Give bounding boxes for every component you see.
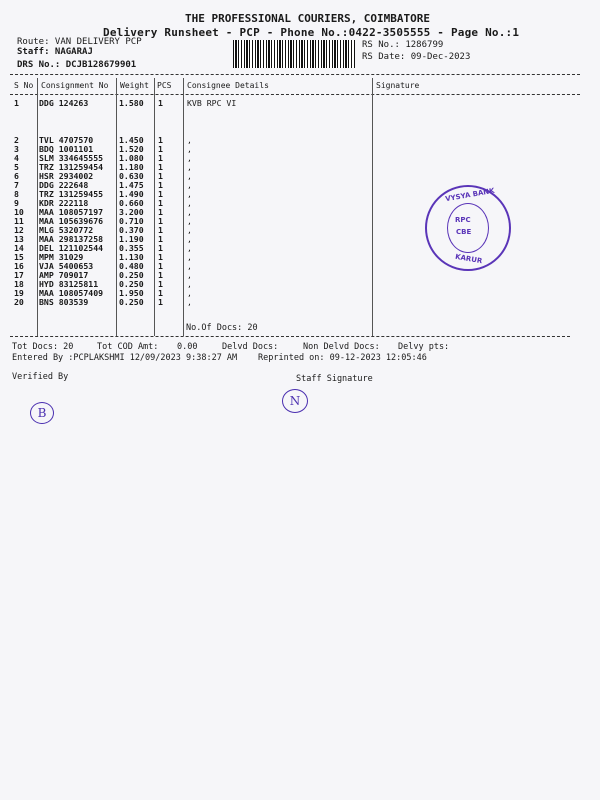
runsheet-title: Delivery Runsheet - PCP - Phone No.:0422-3505555 - Page No.:1 xyxy=(103,26,520,39)
table-row xyxy=(0,270,600,279)
row-weight: 1.190 xyxy=(119,234,144,244)
row-consignment: MAA 298137258 xyxy=(39,234,104,244)
row-consignee: , xyxy=(187,135,192,145)
row-consignee: , xyxy=(187,225,192,235)
no-of-docs: No.Of Docs: 20 xyxy=(186,323,258,333)
entered-by: Entered By :PCPLAKSHMI 12/09/2023 9:38:27 AM xyxy=(12,353,238,363)
row-consignee: , xyxy=(187,180,192,190)
row-consignee: , xyxy=(187,153,192,163)
bank-stamp xyxy=(425,185,511,271)
row-sno: 18 xyxy=(14,279,24,289)
verifier-initial: B xyxy=(30,402,54,424)
table-row xyxy=(0,243,600,252)
stamp-cbe: CBE xyxy=(456,228,472,236)
row-consignment: HYD 83125811 xyxy=(39,279,99,289)
stamp-top-text: VYSYA BANK xyxy=(444,186,496,204)
row-sno: 17 xyxy=(14,270,24,280)
delvd-docs: Delvd Docs: xyxy=(222,342,279,352)
row-pcs: 1 xyxy=(158,189,163,199)
row-consignment: MAA 108057409 xyxy=(39,288,104,298)
table-row xyxy=(0,189,600,198)
non-delvd-docs: Non Delvd Docs: xyxy=(303,342,380,352)
row-sno: 11 xyxy=(14,216,24,226)
row-weight: 1.520 xyxy=(119,144,144,154)
drs-number: DRS No.: DCJB128679901 xyxy=(17,60,137,70)
row-sno: 7 xyxy=(14,180,19,190)
row-pcs: 1 xyxy=(158,198,163,208)
table-row xyxy=(0,135,600,144)
row-consignee: , xyxy=(187,243,192,253)
row-sno: 4 xyxy=(14,153,19,163)
row-sno: 16 xyxy=(14,261,24,271)
stamp-bottom-text: KARUR xyxy=(454,252,483,266)
table-row xyxy=(0,153,600,162)
row-consignment: DDG 222648 xyxy=(39,180,89,190)
row-consignment: DEL 121102544 xyxy=(39,243,104,253)
row-consignment: KDR 222118 xyxy=(39,198,89,208)
tot-cod-amount: 0.00 xyxy=(177,342,198,352)
row-pcs: 1 xyxy=(158,98,163,108)
row-consignment: VJA 5400653 xyxy=(39,261,94,271)
route: Route: VAN DELIVERY PCP xyxy=(17,37,142,47)
row-consignment: TRZ 131259455 xyxy=(39,189,104,199)
row-pcs: 1 xyxy=(158,297,163,307)
col-weight: Weight xyxy=(120,81,149,90)
table-row xyxy=(0,198,600,207)
col-sno: S No xyxy=(14,81,34,90)
row-sno: 13 xyxy=(14,234,24,244)
row-sno: 3 xyxy=(14,144,19,154)
row-pcs: 1 xyxy=(158,288,163,298)
row-sno: 2 xyxy=(14,135,19,145)
table-row xyxy=(0,261,600,270)
stamp-rpc: RPC xyxy=(455,216,471,224)
row-weight: 0.480 xyxy=(119,261,144,271)
table-row xyxy=(0,162,600,171)
row-consignee: , xyxy=(187,270,192,280)
row-consignment: AMP 709017 xyxy=(39,270,89,280)
row-weight: 3.200 xyxy=(119,207,144,217)
row-consignee: , xyxy=(187,216,192,226)
row-pcs: 1 xyxy=(158,225,163,235)
verified-by-label: Verified By xyxy=(12,372,69,382)
table-row xyxy=(0,297,600,306)
row-pcs: 1 xyxy=(158,234,163,244)
row-pcs: 1 xyxy=(158,279,163,289)
table-row xyxy=(0,144,600,153)
row-consignee: , xyxy=(187,279,192,289)
row-consignee: KVB RPC VI xyxy=(187,98,237,108)
header-bottom-line xyxy=(10,94,580,95)
row-weight: 0.630 xyxy=(119,171,144,181)
row-pcs: 1 xyxy=(158,135,163,145)
table-row xyxy=(0,288,600,297)
row-weight: 0.250 xyxy=(119,270,144,280)
row-pcs: 1 xyxy=(158,180,163,190)
row-weight: 0.250 xyxy=(119,297,144,307)
reprinted-on: Reprinted on: 09-12-2023 12:05:46 xyxy=(258,353,427,363)
row-consignment: SLM 334645555 xyxy=(39,153,104,163)
row-consignment: TRZ 131259454 xyxy=(39,162,104,172)
row-sno: 14 xyxy=(14,243,24,253)
row-weight: 1.475 xyxy=(119,180,144,190)
col-pcs: PCS xyxy=(157,81,172,90)
row-pcs: 1 xyxy=(158,216,163,226)
table-row xyxy=(0,171,600,180)
table-bottom-line xyxy=(10,336,570,337)
staff: Staff: NAGARAJ xyxy=(17,47,93,57)
row-consignment: MLG 5320772 xyxy=(39,225,94,235)
row-sno: 19 xyxy=(14,288,24,298)
row-pcs: 1 xyxy=(158,207,163,217)
row-weight: 1.490 xyxy=(119,189,144,199)
row-consignee: , xyxy=(187,261,192,271)
row-consignment: DDG 124263 xyxy=(39,98,89,108)
row-consignee: , xyxy=(187,234,192,244)
row-pcs: 1 xyxy=(158,252,163,262)
row-weight: 0.250 xyxy=(119,279,144,289)
delvy-pts: Delvy pts: xyxy=(398,342,450,352)
row-sno: 1 xyxy=(14,98,19,108)
company-name: THE PROFESSIONAL COURIERS, COIMBATORE xyxy=(185,12,431,25)
row-consignee: , xyxy=(187,171,192,181)
row-pcs: 1 xyxy=(158,144,163,154)
col-signature: Signature xyxy=(376,81,420,90)
row-pcs: 1 xyxy=(158,270,163,280)
row-consignee: , xyxy=(187,252,192,262)
row-pcs: 1 xyxy=(158,261,163,271)
col-consignment: Consignment No xyxy=(41,81,109,90)
row-consignee: , xyxy=(187,189,192,199)
rs-number: RS No.: 1286799 xyxy=(362,40,444,50)
staff-signature-label: Staff Signature xyxy=(296,374,373,384)
row-consignment: MAA 105639676 xyxy=(39,216,104,226)
row-consignment: BDQ 1001101 xyxy=(39,144,94,154)
row-sno: 20 xyxy=(14,297,24,307)
row-pcs: 1 xyxy=(158,162,163,172)
table-top-line xyxy=(10,74,580,75)
row-consignee: , xyxy=(187,198,192,208)
row-consignment: BNS 803539 xyxy=(39,297,89,307)
row-weight: 1.450 xyxy=(119,135,144,145)
tot-docs: Tot Docs: 20 xyxy=(12,342,74,352)
row-weight: 0.370 xyxy=(119,225,144,235)
row-sno: 15 xyxy=(14,252,24,262)
row-weight: 1.950 xyxy=(119,288,144,298)
row-sno: 6 xyxy=(14,171,19,181)
row-consignment: MAA 108057197 xyxy=(39,207,104,217)
row-weight: 1.180 xyxy=(119,162,144,172)
row-weight: 1.130 xyxy=(119,252,144,262)
table-row xyxy=(0,207,600,216)
staff-initial: N xyxy=(282,389,308,413)
table-row xyxy=(0,180,600,189)
row-weight: 0.355 xyxy=(119,243,144,253)
row-consignment: HSR 2934002 xyxy=(39,171,94,181)
row-consignee: , xyxy=(187,207,192,217)
row-weight: 0.710 xyxy=(119,216,144,226)
row-consignee: , xyxy=(187,162,192,172)
row-weight: 1.080 xyxy=(119,153,144,163)
table-row xyxy=(0,252,600,261)
row-sno: 8 xyxy=(14,189,19,199)
table-row xyxy=(0,98,600,107)
row-consignee: , xyxy=(187,144,192,154)
barcode xyxy=(233,40,355,68)
row-consignment: TVL 4707570 xyxy=(39,135,94,145)
row-consignment: MPM 31029 xyxy=(39,252,84,262)
row-sno: 9 xyxy=(14,198,19,208)
row-pcs: 1 xyxy=(158,243,163,253)
rs-date: RS Date: 09-Dec-2023 xyxy=(362,52,471,62)
row-pcs: 1 xyxy=(158,171,163,181)
row-weight: 1.580 xyxy=(119,98,144,108)
col-consignee: Consignee Details xyxy=(187,81,269,90)
tot-cod-label: Tot COD Amt: xyxy=(97,342,159,352)
row-weight: 0.660 xyxy=(119,198,144,208)
row-consignee: , xyxy=(187,297,192,307)
row-sno: 12 xyxy=(14,225,24,235)
row-consignee: , xyxy=(187,288,192,298)
row-pcs: 1 xyxy=(158,153,163,163)
row-sno: 10 xyxy=(14,207,24,217)
table-row xyxy=(0,279,600,288)
row-sno: 5 xyxy=(14,162,19,172)
